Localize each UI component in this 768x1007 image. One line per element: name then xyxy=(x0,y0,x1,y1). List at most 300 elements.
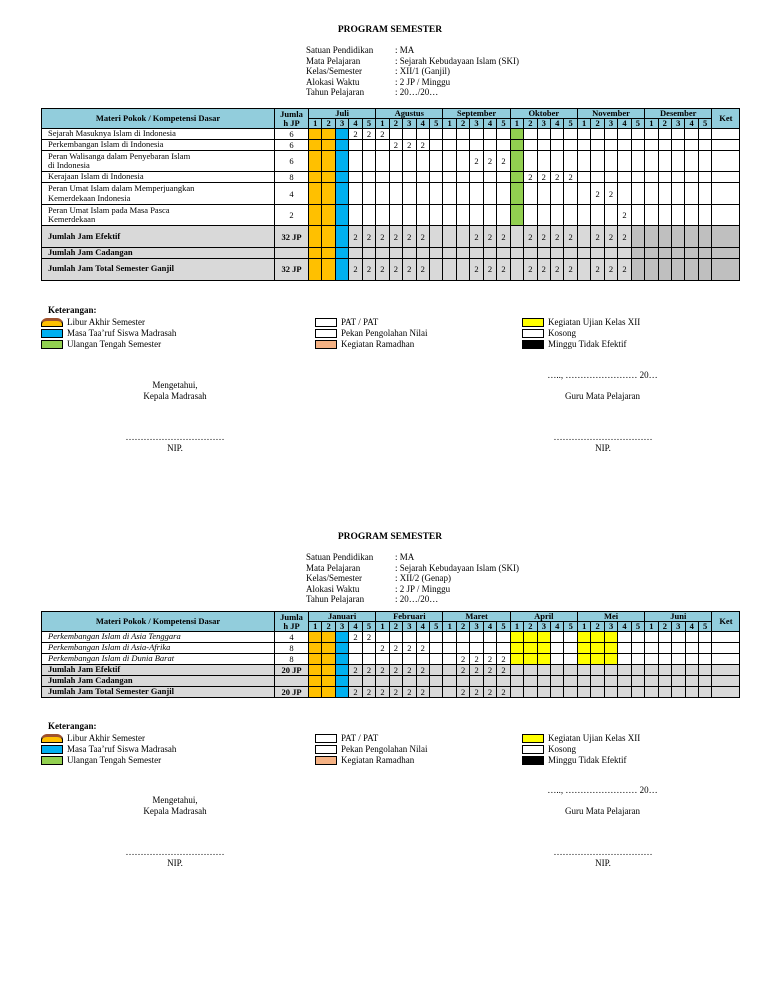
week-cell xyxy=(631,665,644,676)
week-cell: 2 xyxy=(604,226,617,248)
week-cell xyxy=(349,183,362,205)
week-cell: 2 xyxy=(389,643,402,654)
week-cell: 2 xyxy=(537,226,550,248)
week-cell xyxy=(335,205,348,226)
legend-column xyxy=(522,733,640,766)
week-cell xyxy=(685,654,698,665)
week-number: 4 xyxy=(685,119,698,129)
jp-cell: 8 xyxy=(275,654,309,665)
week-cell: 2 xyxy=(362,226,375,248)
week-cell xyxy=(443,151,456,172)
week-cell: 2 xyxy=(550,172,563,183)
legend-item xyxy=(41,317,176,328)
week-cell xyxy=(524,665,537,676)
materi-cell xyxy=(42,654,275,665)
week-cell xyxy=(524,643,537,654)
week-cell xyxy=(309,248,322,259)
week-cell xyxy=(456,140,469,151)
week-cell xyxy=(672,654,685,665)
week-cell xyxy=(416,172,429,183)
week-cell: 2 xyxy=(416,643,429,654)
legend-label: Kegiatan Ramadhan xyxy=(341,755,415,765)
week-cell xyxy=(551,643,564,654)
info-block xyxy=(306,552,519,605)
week-cell: 2 xyxy=(591,183,604,205)
jp-cell: 8 xyxy=(275,172,309,183)
week-cell xyxy=(591,643,604,654)
legend-label: Libur Akhir Semester xyxy=(67,317,145,327)
week-cell xyxy=(497,643,511,654)
week-cell xyxy=(698,129,711,140)
week-cell xyxy=(322,129,335,140)
week-cell xyxy=(456,676,469,687)
week-cell xyxy=(335,676,348,687)
week-cell xyxy=(309,665,322,676)
week-cell xyxy=(429,226,443,248)
week-number: 4 xyxy=(416,119,429,129)
summary-row xyxy=(42,686,740,697)
week-cell xyxy=(429,205,443,226)
week-number: 1 xyxy=(443,119,456,129)
week-cell xyxy=(631,226,644,248)
week-cell xyxy=(551,632,564,643)
week-number: 3 xyxy=(403,622,416,632)
ujian-swatch xyxy=(522,318,544,327)
week-cell xyxy=(335,258,348,280)
week-number: 5 xyxy=(429,622,443,632)
week-cell xyxy=(698,183,711,205)
week-cell xyxy=(429,665,443,676)
materi-line: Jumlah Jam Efektif xyxy=(48,664,121,675)
week-cell xyxy=(443,643,456,654)
info-value: : 2 JP / Minggu xyxy=(395,583,451,594)
week-cell xyxy=(524,205,537,226)
guru-title: Guru Mata Pelajaran xyxy=(565,806,640,816)
week-cell xyxy=(429,654,443,665)
week-number: 3 xyxy=(537,119,550,129)
week-cell xyxy=(524,183,537,205)
week-cell: 2 xyxy=(604,258,617,280)
materi-line: Perkembangan Islam di Asia-Afrika xyxy=(48,642,171,653)
nip-right xyxy=(543,432,663,454)
jp-cell: 20 JP xyxy=(275,686,309,697)
week-cell xyxy=(510,151,523,172)
info-value: : Sejarah Kebudayaan Islam (SKI) xyxy=(395,562,519,573)
week-cell xyxy=(712,654,740,665)
week-cell xyxy=(604,172,617,183)
info-row xyxy=(306,45,519,56)
jp-cell: 6 xyxy=(275,151,309,172)
jp-cell xyxy=(275,676,309,687)
week-cell xyxy=(497,676,511,687)
week-cell: 2 xyxy=(349,665,362,676)
week-cell xyxy=(685,140,698,151)
week-cell xyxy=(631,632,644,643)
materi-line: Jumlah Jam Cadangan xyxy=(48,247,133,257)
materi-line: Perkembangan Islam di Dunia Barat xyxy=(48,653,175,664)
week-cell xyxy=(335,172,348,183)
week-cell xyxy=(429,129,443,140)
materi-line: Peran Umat Islam pada Masa Pasca xyxy=(48,204,170,215)
minggu-swatch xyxy=(522,756,544,765)
header-jumlah-2: h JP xyxy=(283,117,300,128)
materi-cell xyxy=(42,643,275,654)
week-number: 2 xyxy=(524,622,537,632)
week-cell xyxy=(658,686,671,697)
info-value: : MA xyxy=(395,552,415,562)
materi-cell xyxy=(42,140,275,151)
week-cell xyxy=(483,129,496,140)
week-cell xyxy=(698,140,711,151)
materi-cell xyxy=(42,205,275,226)
week-number: 3 xyxy=(604,622,617,632)
materi-row xyxy=(42,151,740,172)
week-cell xyxy=(645,172,658,183)
week-cell: 2 xyxy=(497,665,511,676)
week-cell xyxy=(429,183,443,205)
week-cell: 2 xyxy=(376,686,389,697)
legend-item xyxy=(41,755,176,766)
week-number: 2 xyxy=(322,119,335,129)
week-cell xyxy=(389,172,402,183)
week-cell xyxy=(456,226,469,248)
week-cell xyxy=(672,183,685,205)
libur-swatch xyxy=(41,734,63,743)
week-cell xyxy=(470,129,483,140)
week-number: 3 xyxy=(672,622,685,632)
week-number: 5 xyxy=(631,119,644,129)
week-number: 4 xyxy=(685,622,698,632)
week-cell: 2 xyxy=(376,129,389,140)
week-cell: 2 xyxy=(349,686,362,697)
week-cell xyxy=(537,129,550,140)
week-cell xyxy=(698,205,711,226)
week-cell xyxy=(591,172,604,183)
week-cell: 2 xyxy=(389,226,402,248)
week-cell xyxy=(376,654,389,665)
week-number: 4 xyxy=(416,622,429,632)
info-row xyxy=(306,563,519,574)
week-cell xyxy=(685,643,698,654)
week-cell xyxy=(524,129,537,140)
week-cell xyxy=(618,686,631,697)
week-number: 3 xyxy=(470,622,483,632)
week-cell xyxy=(483,248,496,259)
materi-line: Jumlah Jam Efektif xyxy=(48,230,121,241)
week-cell xyxy=(698,248,711,259)
week-cell xyxy=(335,632,348,643)
week-cell xyxy=(537,632,550,643)
legend-label: Ulangan Tengah Semester xyxy=(67,339,162,349)
month-header: Januari xyxy=(309,612,376,622)
week-cell xyxy=(309,686,322,697)
legend-label: Kegiatan Ramadhan xyxy=(341,339,415,349)
week-cell: 2 xyxy=(483,258,496,280)
kosong-swatch xyxy=(522,329,544,338)
jp-cell: 4 xyxy=(275,632,309,643)
week-cell xyxy=(564,183,578,205)
summary-row xyxy=(42,226,740,248)
week-cell xyxy=(712,676,740,687)
header-jumlah-1: Jumla xyxy=(280,611,303,622)
week-cell: 2 xyxy=(618,205,631,226)
week-cell xyxy=(403,172,416,183)
week-cell xyxy=(685,151,698,172)
pat-swatch xyxy=(315,318,337,327)
week-cell: 2 xyxy=(349,129,362,140)
week-cell: 2 xyxy=(497,654,511,665)
week-cell xyxy=(591,140,604,151)
week-cell xyxy=(510,643,523,654)
week-cell: 2 xyxy=(483,654,496,665)
signature-right xyxy=(530,785,675,817)
week-number: 3 xyxy=(470,119,483,129)
week-cell: 2 xyxy=(376,643,389,654)
week-cell xyxy=(456,172,469,183)
week-cell xyxy=(712,258,740,280)
week-number: 2 xyxy=(524,119,537,129)
week-cell xyxy=(443,686,456,697)
week-cell xyxy=(403,632,416,643)
week-cell xyxy=(618,129,631,140)
week-cell xyxy=(524,632,537,643)
week-cell xyxy=(470,248,483,259)
week-cell xyxy=(470,183,483,205)
week-number: 2 xyxy=(658,119,671,129)
week-cell xyxy=(322,205,335,226)
week-cell xyxy=(309,676,322,687)
week-cell xyxy=(429,172,443,183)
week-cell xyxy=(349,654,362,665)
week-cell: 2 xyxy=(618,258,631,280)
week-cell xyxy=(698,151,711,172)
info-label: Satuan Pendidikan xyxy=(306,45,374,55)
week-number: 1 xyxy=(443,622,456,632)
week-number: 3 xyxy=(604,119,617,129)
week-cell xyxy=(429,140,443,151)
info-row xyxy=(306,573,519,584)
week-cell xyxy=(510,654,523,665)
week-cell xyxy=(604,248,617,259)
week-cell xyxy=(309,226,322,248)
week-cell xyxy=(429,632,443,643)
legend-item xyxy=(522,755,640,766)
week-cell: 2 xyxy=(470,654,483,665)
week-cell: 2 xyxy=(497,151,510,172)
week-cell xyxy=(416,183,429,205)
week-number: 5 xyxy=(497,622,511,632)
week-cell xyxy=(456,258,469,280)
materi-row xyxy=(42,643,740,654)
week-cell xyxy=(497,172,510,183)
week-cell xyxy=(429,151,443,172)
week-cell: 2 xyxy=(403,686,416,697)
week-cell xyxy=(416,676,429,687)
week-cell xyxy=(685,258,698,280)
week-cell xyxy=(322,151,335,172)
week-cell xyxy=(309,258,322,280)
jp-cell: 6 xyxy=(275,129,309,140)
week-cell: 2 xyxy=(416,258,429,280)
info-value: : XII/1 (Ganjil) xyxy=(395,66,450,77)
week-cell xyxy=(429,676,443,687)
week-cell: 2 xyxy=(376,665,389,676)
info-label: Mata Pelajaran xyxy=(306,562,361,573)
week-cell xyxy=(712,643,740,654)
week-cell xyxy=(376,205,389,226)
week-cell: 2 xyxy=(349,632,362,643)
minggu-swatch xyxy=(522,340,544,349)
week-cell xyxy=(604,676,617,687)
week-cell xyxy=(631,172,644,183)
week-cell xyxy=(672,643,685,654)
week-cell: 2 xyxy=(497,226,510,248)
week-cell xyxy=(309,643,322,654)
week-cell: 2 xyxy=(376,258,389,280)
week-cell xyxy=(510,686,523,697)
week-cell xyxy=(658,632,671,643)
week-number: 1 xyxy=(510,119,523,129)
week-cell xyxy=(645,643,658,654)
week-cell xyxy=(510,248,523,259)
info-row xyxy=(306,584,519,595)
week-number: 2 xyxy=(591,622,604,632)
week-cell xyxy=(510,205,523,226)
signature-left xyxy=(110,795,240,817)
week-cell xyxy=(712,632,740,643)
week-cell xyxy=(645,140,658,151)
week-cell xyxy=(645,151,658,172)
pengolahan-swatch xyxy=(315,745,337,754)
info-label: Kelas/Semester xyxy=(306,573,362,584)
week-number: 3 xyxy=(335,622,348,632)
week-cell xyxy=(322,632,335,643)
info-row xyxy=(306,594,519,605)
jp-cell: 8 xyxy=(275,643,309,654)
week-cell xyxy=(510,226,523,248)
week-cell xyxy=(470,632,483,643)
week-cell xyxy=(335,183,348,205)
week-cell xyxy=(362,140,375,151)
week-cell xyxy=(376,140,389,151)
week-cell xyxy=(685,632,698,643)
week-cell xyxy=(658,205,671,226)
week-cell: 2 xyxy=(470,686,483,697)
week-cell xyxy=(322,183,335,205)
week-cell xyxy=(362,643,375,654)
week-cell xyxy=(389,129,402,140)
week-cell xyxy=(389,183,402,205)
week-cell: 2 xyxy=(470,258,483,280)
week-cell: 2 xyxy=(497,258,510,280)
legend-item xyxy=(41,328,176,339)
schedule-table xyxy=(41,611,740,698)
week-cell xyxy=(349,643,362,654)
week-cell xyxy=(322,676,335,687)
materi-line: Kemerdekaan xyxy=(48,214,96,224)
week-cell xyxy=(564,654,578,665)
week-cell xyxy=(698,643,711,654)
week-cell xyxy=(631,676,644,687)
ujian-swatch xyxy=(522,734,544,743)
week-cell xyxy=(577,665,590,676)
page-title: PROGRAM SEMESTER xyxy=(337,25,443,35)
week-cell xyxy=(309,183,322,205)
week-cell xyxy=(712,129,740,140)
week-cell xyxy=(510,258,523,280)
week-cell xyxy=(672,226,685,248)
week-number: 4 xyxy=(349,119,362,129)
legend-label: Libur Akhir Semester xyxy=(67,733,145,743)
week-cell xyxy=(672,248,685,259)
pengolahan-swatch xyxy=(315,329,337,338)
week-number: 5 xyxy=(631,622,644,632)
jp-cell: 20 JP xyxy=(275,665,309,676)
week-cell xyxy=(564,632,578,643)
info-row xyxy=(306,87,519,98)
legend-title: Keterangan: xyxy=(48,305,97,315)
week-cell xyxy=(309,654,322,665)
week-cell xyxy=(577,676,590,687)
week-cell xyxy=(524,248,537,259)
week-cell xyxy=(416,654,429,665)
legend-label: Kegiatan Ujian Kelas XII xyxy=(548,733,641,743)
legend-item xyxy=(315,755,427,766)
week-cell xyxy=(658,665,671,676)
week-cell xyxy=(672,205,685,226)
week-cell xyxy=(591,248,604,259)
week-cell xyxy=(712,151,740,172)
week-cell xyxy=(443,140,456,151)
week-number: 1 xyxy=(577,119,590,129)
semester-section xyxy=(0,507,768,1007)
info-label: Tahun Pelajaran xyxy=(306,594,365,605)
materi-cell xyxy=(42,632,275,643)
materi-row xyxy=(42,129,740,140)
week-cell: 2 xyxy=(618,226,631,248)
week-cell xyxy=(322,248,335,259)
week-cell xyxy=(443,129,456,140)
week-cell xyxy=(658,183,671,205)
materi-line: Sejarah Masuknya Islam di Indonesia xyxy=(48,128,176,139)
week-cell xyxy=(537,654,550,665)
week-cell xyxy=(510,172,523,183)
week-cell xyxy=(416,248,429,259)
week-cell xyxy=(645,226,658,248)
week-cell xyxy=(322,258,335,280)
summary-row xyxy=(42,248,740,259)
week-cell xyxy=(443,676,456,687)
week-cell xyxy=(429,643,443,654)
week-number: 4 xyxy=(618,622,631,632)
nip-right xyxy=(543,847,663,869)
materi-line: Peran Umat Islam dalam Memperjuangkan xyxy=(48,183,195,193)
week-cell: 2 xyxy=(362,686,375,697)
signature-line: …………………………… xyxy=(553,847,653,857)
month-header: Maret xyxy=(443,612,510,622)
legend-label: Masa Taa’ruf Siswa Madrasah xyxy=(67,328,177,338)
jp-cell xyxy=(275,248,309,259)
week-cell xyxy=(658,129,671,140)
week-cell xyxy=(335,686,348,697)
week-cell xyxy=(403,151,416,172)
materi-row xyxy=(42,205,740,226)
month-header: September xyxy=(443,109,510,119)
week-cell xyxy=(443,183,456,205)
week-cell xyxy=(698,665,711,676)
month-header: Agustus xyxy=(376,109,443,119)
legend-label: Kegiatan Ujian Kelas XII xyxy=(548,317,641,327)
